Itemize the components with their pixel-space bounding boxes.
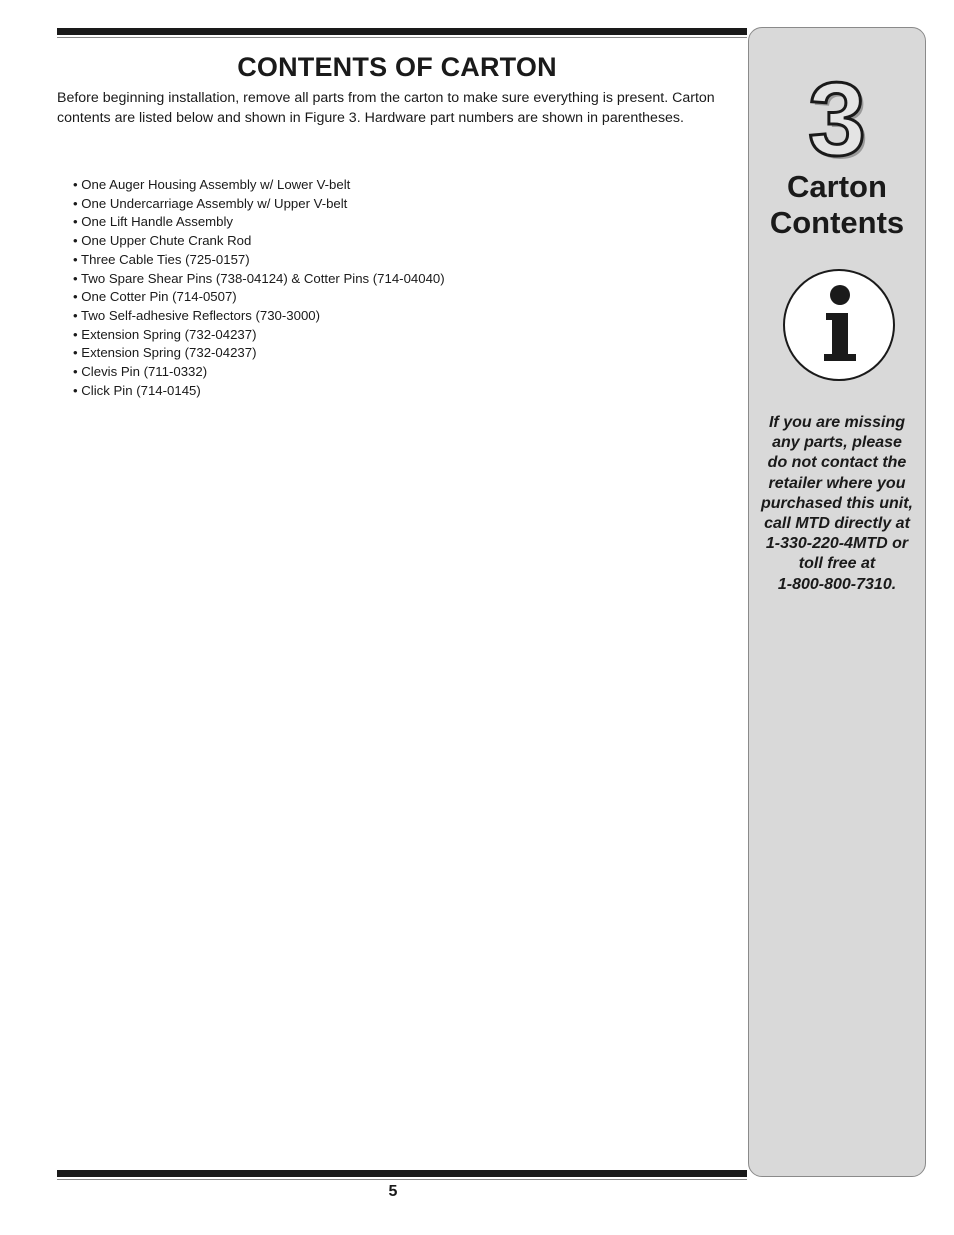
chapter-title-line: Carton [787,169,887,204]
info-icon [782,268,896,382]
list-item: • Two Spare Shear Pins (738-04124) & Cotter Pins (714-04040) [73,270,445,286]
page-title: CONTENTS OF CARTON [237,52,557,82]
list-item: • One Undercarriage Assembly w/ Upper V-belt [73,195,348,211]
missing-parts-note [755,413,919,595]
list-item: • Click Pin (714-0145) [73,382,201,398]
top-rule [57,28,747,35]
list-item: • Two Self-adhesive Reflectors (730-3000) [73,307,321,323]
note-line: any parts, please [772,434,902,452]
chapter-sidebar [748,27,926,1177]
list-item: • One Lift Handle Assembly [73,214,234,230]
list-item: • One Auger Housing Assembly w/ Lower V-belt [73,177,351,192]
note-line: 1-800-800-7310. [777,575,897,593]
page-number: 5 [388,1183,398,1200]
parts-list [73,176,445,400]
note-line: 1-330-220-4MTD or [765,535,909,553]
note-line: toll free at [798,555,876,573]
chapter-title [749,169,925,241]
bottom-rule [57,1170,747,1177]
list-item: • Three Cable Ties (725-0157) [73,251,250,267]
note-line: retailer where you [768,474,906,492]
chapter-number: 3 [808,62,866,178]
list-item: • Extension Spring (732-04237) [73,345,257,361]
list-item: • Extension Spring (732-04237) [73,326,257,342]
note-line: If you are missing [768,414,906,431]
chapter-title-line: Contents [769,205,905,240]
list-item: • Clevis Pin (711-0332) [73,364,208,380]
list-item: • One Upper Chute Crank Rod [73,233,252,249]
note-line: do not contact the [767,454,907,472]
note-line: purchased this unit, [760,494,913,512]
intro-paragraph: Before beginning installation, remove all parts from the carton to make sure everything is present. Carton contents are listed below and shown in Figure 3. Hardware part numbers are shown in parentheses. [57,90,715,126]
note-line: call MTD directly at [764,515,910,533]
list-item: • One Cotter Pin (714-0507) [73,289,237,305]
